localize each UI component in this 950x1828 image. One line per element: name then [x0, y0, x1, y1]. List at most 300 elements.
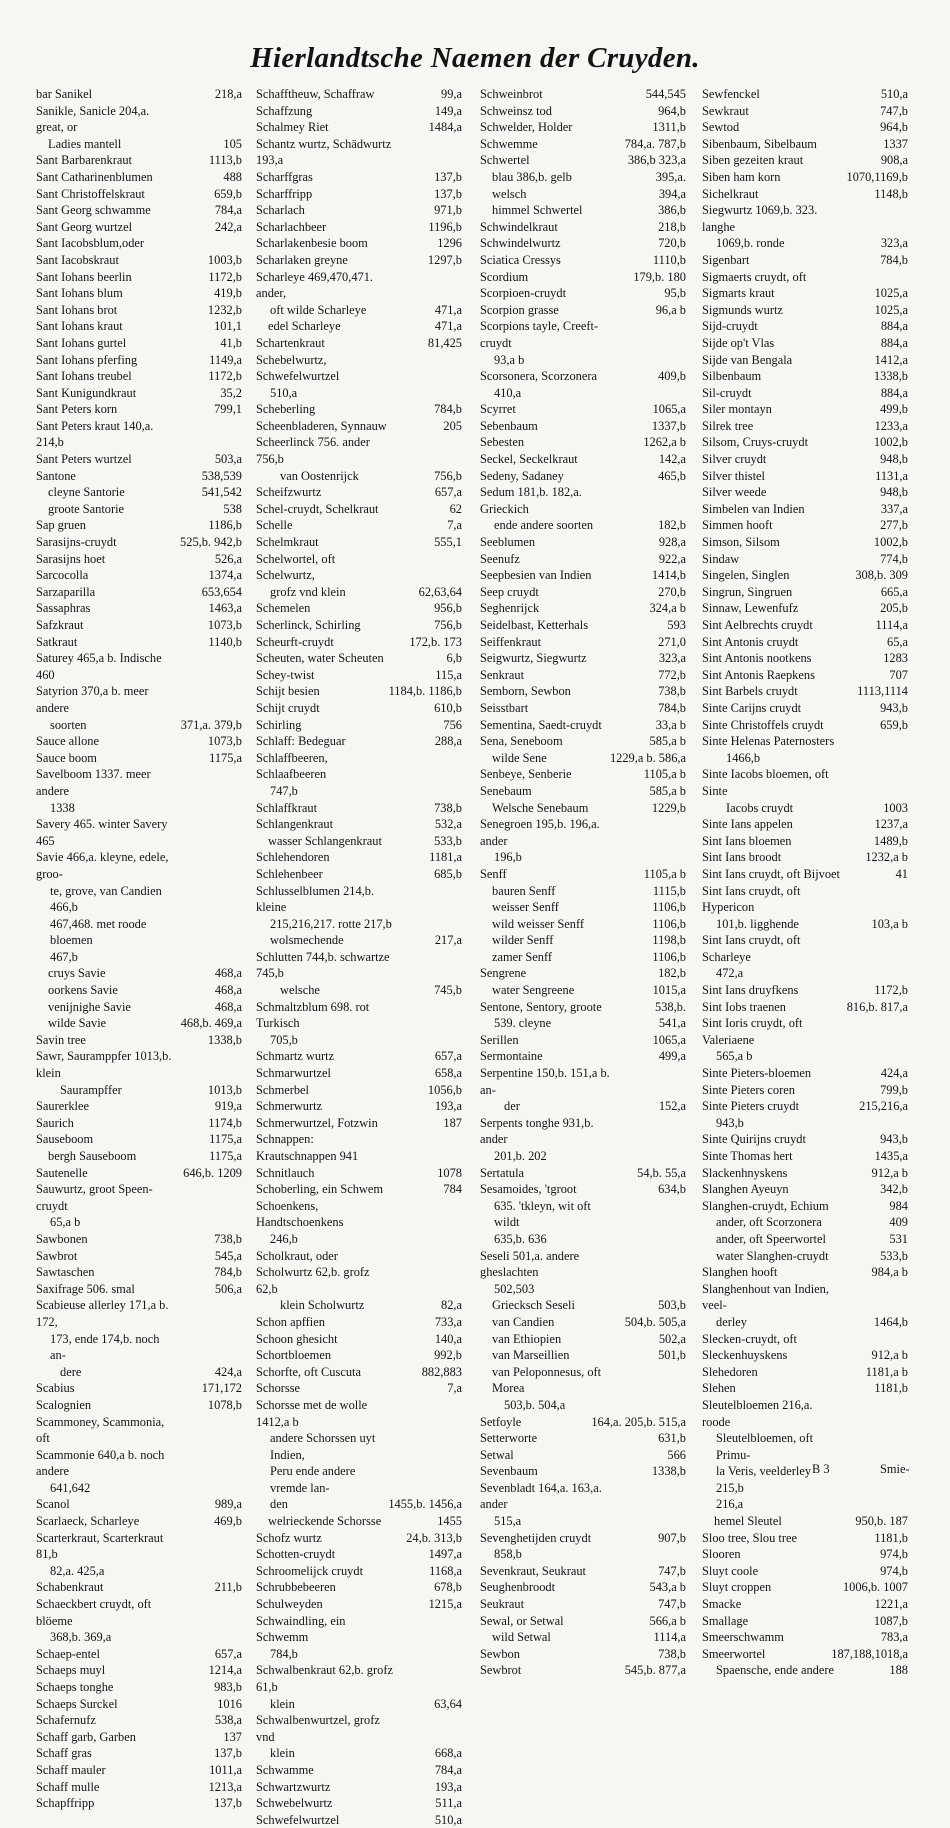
index-entry: [480, 252, 688, 269]
entry-name: Seseli 501,a. andere gheslachten: [480, 1248, 580, 1280]
entry-page-ref: 585,a b: [649, 734, 686, 749]
index-entry: [256, 434, 464, 467]
index-entry: [702, 86, 910, 103]
entry-name: Schmarwurtzel: [256, 1066, 332, 1081]
index-entry: [256, 186, 464, 203]
index-entry: [36, 733, 244, 750]
entry-page-ref: 1175,a: [209, 1132, 242, 1147]
entry-page-ref: 538: [223, 501, 242, 516]
index-entry: [256, 1646, 464, 1663]
entry-name: Schofz wurtz: [256, 1530, 322, 1545]
index-entry: [480, 1430, 688, 1447]
index-entry: [256, 849, 464, 866]
index-entry: [702, 136, 910, 153]
entry-page-ref: 101,1: [214, 319, 242, 334]
index-entry: [36, 1696, 244, 1713]
entry-page-ref: 989,a: [214, 1497, 242, 1512]
entry-name: Schnappen: Krautschnappen 941: [256, 1132, 359, 1163]
index-entry: [256, 1065, 464, 1082]
entry-name: Schon apffien: [256, 1314, 325, 1329]
entry-page-ref: 783,a: [880, 1630, 908, 1645]
entry-name: wild Setwal: [492, 1630, 551, 1645]
index-column-4: [702, 86, 910, 1679]
entry-page-ref: 1489,b: [873, 833, 908, 848]
index-entry: [480, 1480, 688, 1513]
entry-name: 784,b: [270, 1646, 298, 1661]
entry-page-ref: 1078: [437, 1165, 462, 1180]
entry-name: bergh Sauseboom: [48, 1149, 137, 1163]
entry-page-ref: 943,b: [880, 1132, 908, 1147]
entry-name: Sarasijns hoet: [36, 551, 106, 566]
entry-page-ref: 1078,b: [207, 1397, 242, 1412]
entry-name: Schwartzwurtz: [256, 1779, 331, 1794]
entry-page-ref: 1296: [437, 236, 462, 251]
index-entry: [702, 1098, 910, 1115]
entry-name: wild weisser Senff: [492, 916, 584, 931]
index-entry: [702, 551, 910, 568]
index-entry: [36, 1530, 244, 1563]
entry-page-ref: 1311,b: [652, 120, 686, 135]
entry-name: 201,b. 202: [494, 1149, 547, 1163]
entry-page-ref: 1110,b: [652, 252, 686, 267]
entry-page-ref: 193,a: [434, 1099, 462, 1114]
entry-page-ref: 1002,b: [873, 535, 908, 550]
entry-page-ref: 1455,b. 1456,a: [388, 1497, 462, 1512]
entry-page-ref: 1172,b: [208, 269, 242, 284]
entry-name: Slanghen Ayeuyn: [702, 1182, 789, 1197]
entry-name: 1466,b: [726, 750, 761, 765]
index-entry: [702, 352, 910, 369]
index-entry: [702, 1048, 910, 1065]
entry-page-ref: 218,a: [214, 87, 242, 101]
entry-name: Sant Iohans kraut: [36, 319, 123, 334]
index-entry: [36, 335, 244, 352]
entry-name: Sloo tree, Slou tree: [702, 1530, 797, 1545]
entry-page-ref: 1181,b: [874, 1381, 908, 1396]
index-entry: [36, 1098, 244, 1115]
entry-name: Setfoyle: [480, 1414, 522, 1429]
entry-page-ref: 140,a: [434, 1331, 462, 1346]
index-entry: [256, 683, 464, 700]
entry-page-ref: 1237,a: [874, 817, 908, 832]
entry-name: 502,503: [494, 1281, 535, 1296]
index-entry: [256, 1048, 464, 1065]
entry-name: Schwindelkraut: [480, 219, 558, 234]
index-entry: [256, 219, 464, 236]
index-entry: [702, 169, 910, 186]
entry-page-ref: 646,b. 1209: [183, 1165, 242, 1180]
entry-page-ref: 81,425: [427, 335, 462, 350]
entry-name: Sant Catharinenblumen: [36, 169, 153, 184]
entry-name: Scordium: [480, 269, 529, 284]
entry-name: Sewal, or Setwal: [480, 1613, 564, 1628]
index-entry: [480, 800, 688, 817]
entry-name: Schlangenkraut: [256, 817, 334, 832]
entry-name: andere Schorssen uyt Indien,: [270, 1431, 376, 1462]
index-entry: [36, 1679, 244, 1696]
entry-name: Sant Georg schwamme: [36, 203, 151, 218]
entry-page-ref: 1013,b: [207, 1082, 242, 1097]
entry-page-ref: 137: [223, 1729, 242, 1744]
entry-name: Sant Iohans beerlin: [36, 269, 132, 284]
entry-name: van Peloponnesus, oft Morea: [492, 1364, 602, 1396]
entry-page-ref: 105: [223, 136, 242, 151]
index-entry: [256, 1662, 464, 1695]
index-entry: [256, 517, 464, 534]
index-entry: [702, 1281, 910, 1314]
entry-name: Scorpioen-cruydt: [480, 286, 567, 301]
index-entry: [36, 352, 244, 369]
index-entry: [480, 1331, 688, 1348]
entry-page-ref: 419,b: [214, 286, 242, 301]
index-entry: [36, 1148, 244, 1165]
entry-name: Sant Peters wurtzel: [36, 452, 132, 467]
index-entry: [702, 501, 910, 518]
index-entry: [702, 385, 910, 402]
entry-page-ref: 784,a. 787,b: [624, 136, 686, 151]
entry-page-ref: 468,a: [214, 983, 242, 998]
index-entry: [702, 1662, 910, 1679]
entry-name: Peru ende andere vremde lan-: [270, 1464, 356, 1495]
entry-name: Scharffripp: [256, 186, 313, 201]
entry-name: Sint Aelbrechts cruydt: [702, 618, 813, 632]
entry-name: Sautenelle: [36, 1165, 88, 1180]
index-entry: [702, 1314, 910, 1331]
entry-page-ref: 774,b: [880, 551, 908, 566]
index-entry: [702, 1264, 910, 1281]
index-entry: [480, 235, 688, 252]
entry-page-ref: 1232,a b: [865, 850, 908, 865]
entry-page-ref: 502,a: [658, 1331, 686, 1346]
entry-page-ref: 956,b: [434, 601, 462, 616]
entry-name: Schmerwurtzel, Fotzwin: [256, 1115, 378, 1130]
entry-name: grofz vnd klein: [270, 584, 346, 599]
entry-page-ref: 501,b: [658, 1348, 686, 1363]
entry-name: Scorsonera, Scorzonera: [480, 369, 597, 384]
entry-name: Sesamoides, 'tgroot: [480, 1182, 577, 1197]
entry-name: Senff: [480, 866, 507, 881]
entry-page-ref: 503,b: [658, 1298, 686, 1313]
entry-page-ref: 62,63,64: [418, 584, 462, 599]
entry-name: Sinte Thomas hert: [702, 1149, 793, 1163]
entry-name: Sant Iohans blum: [36, 286, 123, 301]
index-entry: [36, 766, 244, 799]
entry-page-ref: 1198,b: [652, 933, 686, 948]
entry-page-ref: 784,a: [434, 1762, 462, 1777]
index-entry: [256, 1397, 464, 1430]
entry-page-ref: 531: [889, 1231, 908, 1246]
entry-page-ref: 468,b. 469,a: [180, 1016, 242, 1031]
entry-page-ref: 707: [889, 667, 908, 682]
entry-page-ref: 33,a b: [655, 717, 686, 732]
entry-name: Seghenrijck: [480, 601, 540, 616]
index-entry: [702, 1579, 910, 1596]
index-entry: [256, 816, 464, 833]
index-entry: [702, 418, 910, 435]
entry-name: Sant Peters kraut 140,a. 214,b: [36, 418, 154, 450]
entry-name: Schafftheuw, Schaffraw: [256, 87, 375, 101]
index-entry: [256, 1364, 464, 1381]
entry-page-ref: 593: [667, 618, 686, 632]
entry-name: Seigwurtz, Siegwurtz: [480, 651, 587, 666]
entry-page-ref: 668,a: [434, 1746, 462, 1761]
index-entry: [480, 965, 688, 982]
entry-name: Sant Iohans treubel: [36, 369, 132, 384]
index-entry: [702, 335, 910, 352]
index-entry: [702, 186, 910, 203]
entry-name: welrieckende Schorsse: [268, 1514, 382, 1529]
index-entry: [256, 202, 464, 219]
entry-page-ref: 1229,b: [651, 800, 686, 815]
index-entry: [36, 1795, 244, 1812]
index-entry: [256, 1546, 464, 1563]
entry-page-ref: 1016: [217, 1696, 242, 1711]
entry-page-ref: 182,b: [658, 966, 686, 981]
entry-page-ref: 631,b: [658, 1431, 686, 1446]
entry-name: Sinte Carijns cruydt: [702, 700, 802, 715]
entry-name: la Veris, veelderley 215,b: [716, 1464, 812, 1495]
index-entry: [702, 1613, 910, 1630]
entry-page-ref: 342,b: [880, 1182, 908, 1197]
index-entry: [480, 1015, 688, 1032]
index-entry: [36, 235, 244, 252]
index-entry: [702, 1646, 910, 1663]
entry-page-ref: 1105,a b: [643, 866, 686, 881]
index-entry: [480, 1563, 688, 1580]
entry-name: Siben ham korn: [702, 169, 781, 184]
entry-name: 215,216,217. rotte 217,b: [270, 916, 392, 931]
index-entry: [256, 667, 464, 684]
index-entry: [702, 683, 910, 700]
entry-name: Sinte Helenas Paternosters: [702, 734, 835, 749]
entry-name: Schorfte, oft Cuscuta: [256, 1364, 361, 1379]
entry-page-ref: 1463,a: [208, 601, 242, 616]
entry-page-ref: 585,a b: [649, 783, 686, 798]
index-entry: [480, 617, 688, 634]
entry-page-ref: 277,b: [880, 518, 908, 533]
entry-page-ref: 82,a: [441, 1298, 462, 1313]
index-entry: [36, 1032, 244, 1049]
index-entry: [36, 1513, 244, 1530]
entry-page-ref: 950,b. 187: [855, 1514, 908, 1529]
entry-page-ref: 205,b: [880, 601, 908, 616]
index-entry: [702, 1131, 910, 1148]
index-entry: [480, 1397, 688, 1414]
entry-name: van Candien: [492, 1314, 555, 1329]
entry-name: wolsmechende: [270, 933, 344, 948]
index-entry: [256, 1496, 464, 1513]
entry-name: Schelle: [256, 518, 293, 533]
entry-name: Slanghen hooft: [702, 1265, 778, 1280]
entry-name: Seughenbroodt: [480, 1580, 556, 1595]
entry-name: Scharlakenbesie boom: [256, 236, 368, 251]
index-entry: [36, 202, 244, 219]
entry-name: Sint Ians druyfkens: [702, 983, 799, 998]
index-entry: [256, 650, 464, 667]
entry-name: Singrun, Singruen: [702, 584, 793, 599]
index-entry: [36, 1115, 244, 1132]
entry-page-ref: 971,b: [434, 203, 462, 218]
index-entry: [36, 1762, 244, 1779]
index-entry: [256, 1264, 464, 1297]
index-entry: [256, 302, 464, 319]
entry-page-ref: 1025,a: [874, 302, 908, 317]
entry-page-ref: 215,216,a: [859, 1099, 908, 1114]
entry-page-ref: 468,a: [214, 966, 242, 981]
index-entry: [480, 1181, 688, 1198]
entry-page-ref: 784,b: [658, 700, 686, 715]
index-entry: [480, 949, 688, 966]
index-entry: [36, 318, 244, 335]
entry-name: 467,468. met roode bloemen: [50, 916, 147, 948]
index-entry: [36, 368, 244, 385]
index-entry: [256, 634, 464, 651]
index-entry: [256, 1513, 464, 1530]
entry-name: Savin tree: [36, 1032, 86, 1047]
entry-name: Santone: [36, 468, 76, 483]
entry-name: Iacobs cruydt: [726, 800, 794, 815]
entry-name: Griecksch Seseli: [492, 1298, 575, 1313]
index-entry: [36, 1729, 244, 1746]
index-entry: [480, 1231, 688, 1248]
index-entry: [480, 1579, 688, 1596]
index-entry: [36, 949, 244, 966]
entry-name: Sant Kunigundkraut: [36, 385, 137, 400]
entry-name: Slanghen-cruydt, Echium: [702, 1198, 829, 1213]
index-entry: [256, 534, 464, 551]
entry-name: Sint Ians broodt: [702, 850, 782, 865]
index-entry: [702, 866, 910, 883]
index-entry: [36, 1131, 244, 1148]
index-entry: [702, 634, 910, 651]
index-entry: [480, 1463, 688, 1480]
index-column-1: [36, 86, 244, 1812]
entry-name: Scheenbladeren, Synnauw: [256, 418, 387, 433]
entry-page-ref: 984,a b: [871, 1265, 908, 1280]
entry-name: Sint Ians cruydt, oft Scharleye: [702, 933, 801, 964]
entry-page-ref: 1106,b: [652, 916, 686, 931]
entry-name: Serpents tonghe 931,b. ander: [480, 1115, 594, 1147]
entry-name: Schaffzung: [256, 103, 313, 118]
entry-name: Sinte Pieters coren: [702, 1082, 795, 1097]
entry-name: Sint Ians cruydt, oft Hypericon: [702, 883, 801, 915]
entry-page-ref: 205: [443, 418, 462, 433]
index-entry: [702, 468, 910, 485]
entry-page-ref: 908,a: [880, 153, 908, 168]
entry-page-ref: 63,64: [434, 1696, 462, 1711]
index-entry: [480, 152, 688, 169]
entry-name: Sertatula: [480, 1165, 525, 1180]
entry-name: Sint Ians bloemen: [702, 833, 792, 848]
entry-name: Schwaindling, ein Schwemm: [256, 1613, 346, 1645]
entry-page-ref: 211,b: [214, 1580, 242, 1595]
entry-name: Scalognien: [36, 1397, 92, 1412]
entry-name: Simbelen van Indien: [702, 501, 805, 516]
entry-page-ref: 907,b: [658, 1530, 686, 1545]
index-entry: [702, 202, 910, 235]
entry-page-ref: 1131,a: [875, 468, 908, 483]
entry-page-ref: 1337: [883, 136, 908, 151]
entry-name: Sinte Quirijns cruydt: [702, 1132, 806, 1147]
entry-name: Saurich: [36, 1115, 74, 1130]
index-entry: [480, 119, 688, 136]
entry-name: Schwemme: [480, 136, 538, 151]
entry-name: derley: [716, 1314, 747, 1329]
entry-name: Schlutten 744,b. schwartze 745,b: [256, 949, 390, 981]
entry-name: Sinte Ians appelen: [702, 817, 793, 832]
index-entry: [702, 1629, 910, 1646]
entry-page-ref: 1338,b: [651, 1464, 686, 1479]
entry-name: 1338: [50, 800, 75, 815]
entry-page-ref: 409: [889, 1215, 908, 1230]
entry-page-ref: 1003,b: [207, 252, 242, 267]
entry-name: Sap gruen: [36, 518, 86, 533]
index-entry: [702, 1015, 910, 1048]
entry-name: Smeerschwamm: [702, 1630, 784, 1645]
index-entry: [36, 385, 244, 402]
index-entry: [702, 1231, 910, 1248]
entry-name: Silver thistel: [702, 468, 765, 483]
index-entry: [36, 1563, 244, 1580]
entry-name: Sarcocolla: [36, 568, 89, 583]
entry-name: Savelboom 1337. meer andere: [36, 767, 151, 798]
entry-page-ref: 1172,b: [874, 983, 908, 998]
entry-name: Schijt cruydt: [256, 700, 320, 715]
entry-page-ref: 424,a: [880, 1066, 908, 1081]
index-entry: [702, 484, 910, 501]
index-entry: [480, 352, 688, 369]
entry-page-ref: 137,b: [214, 1796, 242, 1811]
entry-name: Schaff mauler: [36, 1762, 106, 1777]
entry-page-ref: 964,b: [880, 120, 908, 135]
entry-name: Saurampffer: [60, 1082, 122, 1097]
index-entry: [36, 567, 244, 584]
index-entry: [36, 849, 244, 882]
entry-page-ref: 1002,b: [873, 435, 908, 450]
index-entry: [702, 517, 910, 534]
entry-name: welsche: [280, 983, 320, 998]
index-entry: [36, 1048, 244, 1081]
entry-page-ref: 541,542: [201, 485, 242, 500]
index-entry: [256, 1463, 464, 1496]
entry-page-ref: 488: [223, 169, 242, 184]
entry-name: Sauce allone: [36, 734, 99, 749]
entry-name: klein: [270, 1696, 295, 1711]
index-entry: [702, 916, 910, 933]
entry-name: Sinte Pieters cruydt: [702, 1099, 800, 1114]
index-entry: [480, 318, 688, 351]
entry-name: Sewkraut: [702, 103, 749, 118]
index-entry: [480, 401, 688, 418]
entry-page-ref: 1149,a: [209, 352, 242, 367]
index-entry: [36, 186, 244, 203]
index-entry: [256, 883, 464, 916]
entry-page-ref: 1025,a: [874, 286, 908, 301]
index-entry: [702, 451, 910, 468]
entry-name: Sindaw: [702, 551, 740, 566]
entry-page-ref: 544,545: [645, 87, 686, 101]
entry-page-ref: 566: [667, 1447, 686, 1462]
entry-name: Schartenkraut: [256, 335, 325, 350]
index-entry: [36, 600, 244, 617]
entry-page-ref: 99,a: [441, 87, 462, 101]
entry-page-ref: 634,b: [658, 1182, 686, 1197]
index-entry: [256, 800, 464, 817]
index-entry: [36, 269, 244, 286]
entry-name: Schweinbrot: [480, 87, 543, 101]
entry-page-ref: 1175,a: [209, 1149, 242, 1163]
entry-name: Scanol: [36, 1497, 70, 1512]
